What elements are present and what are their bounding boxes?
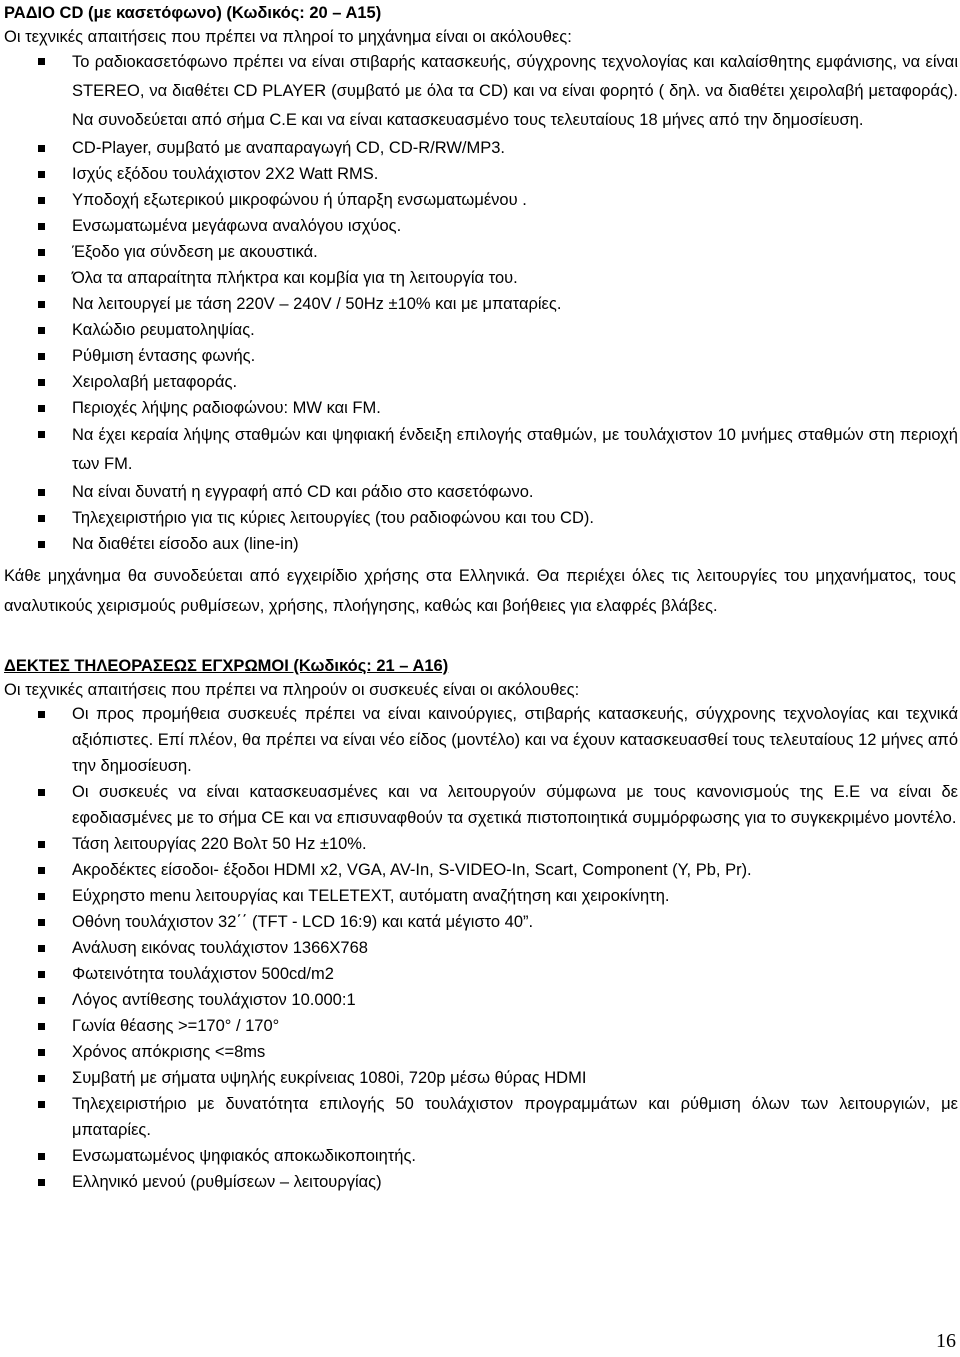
list-item: Ενσωματωμένα μεγάφωνα αναλόγου ισχύος.	[4, 213, 958, 239]
list-item: Όλα τα απαραίτητα πλήκτρα και κομβία για τη λειτουργία του.	[4, 265, 958, 291]
list-item: Να διαθέτει είσοδο aux (line-in)	[4, 531, 958, 557]
section-intro-radio-cd: Οι τεχνικές απαιτήσεις που πρέπει να πληροί το μηχάνημα είναι οι ακόλουθες:	[4, 28, 572, 46]
requirements-list-radio-cd	[4, 48, 958, 557]
list-item: Λόγος αντίθεσης τουλάχιστον 10.000:1	[4, 987, 958, 1013]
list-item: Το ραδιοκασετόφωνο πρέπει να είναι στιβαρής κατασκευής, σύγχρονης τεχνολογίας και καλαίσθητης εμφάνισης, να είναι STEREO, να διαθέτει CD PLAYER (συμβατό με όλα τα CD) και να είναι φορητό ( δηλ. να διαθέτει χειρολαβή μεταφοράς). Να συνοδεύεται από σήμα C.E και να είναι κατασκευασμένο τους τελευταίους 18 μήνες από την δημοσίευση.	[4, 48, 958, 135]
list-item: Χειρολαβή μεταφοράς.	[4, 369, 958, 395]
list-item: Να έχει κεραία λήψης σταθμών και ψηφιακή ένδειξη επιλογής σταθμών, με τουλάχιστον 10 μνήμες σταθμών στη περιοχή των FM.	[4, 421, 958, 479]
requirements-list-tv-receivers	[4, 701, 958, 1195]
list-item: Περιοχές λήψης ραδιοφώνου: MW και FM.	[4, 395, 958, 421]
list-item: CD-Player, συμβατό με αναπαραγωγή CD, CD-R/RW/MP3.	[4, 135, 958, 161]
list-item: Χρόνος απόκρισης <=8ms	[4, 1039, 958, 1065]
list-item: Υποδοχή εξωτερικού μικροφώνου ή ύπαρξη ενσωματωμένου .	[4, 187, 958, 213]
list-item: Ενσωματωμένος ψηφιακός αποκωδικοποιητής.	[4, 1143, 958, 1169]
list-item: Τηλεχειριστήριο για τις κύριες λειτουργίες (του ραδιοφώνου και του CD).	[4, 505, 958, 531]
section-intro-tv-receivers: Οι τεχνικές απαιτήσεις που πρέπει να πληρούν οι συσκευές είναι οι ακόλουθες:	[4, 681, 580, 699]
list-item: Ανάλυση εικόνας τουλάχιστον 1366Χ768	[4, 935, 958, 961]
page-content	[4, 2, 958, 1195]
list-item: Οθόνη τουλάχιστον 32΄΄ (TFT - LCD 16:9) και κατά μέγιστο 40”.	[4, 909, 958, 935]
list-item: Να είναι δυνατή η εγγραφή από CD και ράδιο στο κασετόφωνο.	[4, 479, 958, 505]
list-item: Τάση λειτουργίας 220 Βολτ 50 Hz ±10%.	[4, 831, 958, 857]
list-item: Ισχύς εξόδου τουλάχιστον 2Χ2 Watt RMS.	[4, 161, 958, 187]
list-item: Ακροδέκτες είσοδοι- έξοδοι HDMI x2, VGA, AV-In, S-VIDEO-In, Scart, Component (Y, Pb, Pr).	[4, 857, 958, 883]
manual-requirement-paragraph: Κάθε μηχάνημα θα συνοδεύεται από εγχειρίδιο χρήσης στα Ελληνικά. Θα περιέχει όλες τις λειτουργίες του μηχανήματος, τους αναλυτικούς χειρισμούς ρυθμίσεων, χρήσης, πλοήγησης, καθώς και βοήθειες για ελαφρές βλάβες.	[4, 567, 956, 615]
list-item: Συμβατή με σήματα υψηλής ευκρίνειας 1080i, 720p μέσω θύρας HDMI	[4, 1065, 958, 1091]
list-item: Φωτεινότητα τουλάχιστον 500cd/m2	[4, 961, 958, 987]
section-heading-radio-cd: ΡΑΔΙΟ CD (με κασετόφωνο) (Κωδικός: 20 – Α15)	[4, 4, 382, 22]
list-item: Ελληνικό μενού (ρυθμίσεων – λειτουργίας)	[4, 1169, 958, 1195]
list-item: Έξοδο για σύνδεση με ακουστικά.	[4, 239, 958, 265]
list-item: Εύχρηστο menu λειτουργίας και TELETEXT, αυτόματη αναζήτηση και χειροκίνητη.	[4, 883, 958, 909]
list-item: Γωνία θέασης >=170° / 170°	[4, 1013, 958, 1039]
list-item: Οι συσκευές να είναι κατασκευασμένες και να λειτουργούν σύμφωνα με τους κανονισμούς της Ε.Ε να είναι δε εφοδιασμένες με το σήμα CE και να επισυναφθούν τα σχετικά πιστοποιητικά συμμόρφωσης για το συγκεκριμένο μοντέλο.	[4, 779, 958, 831]
page-number: 16	[936, 1330, 956, 1352]
section-heading-tv-receivers: ΔΕΚΤΕΣ ΤΗΛΕΟΡΑΣΕΩΣ ΕΓΧΡΩΜΟΙ (Κωδικός: 21 – Α16)	[4, 657, 449, 675]
list-item: Τηλεχειριστήριο με δυνατότητα επιλογής 50 τουλάχιστον προγραμμάτων και ρύθμιση όλων των λειτουργιών, με μπαταρίες.	[4, 1091, 958, 1143]
list-item: Οι προς προμήθεια συσκευές πρέπει να είναι καινούργιες, στιβαρής κατασκευής, σύγχρονης τεχνολογίας και τεχνικά αξιόπιστες. Επί πλέον, θα πρέπει να είναι νέο είδος (μοντέλο) και να έχουν κατασκευασθεί τους τελευταίους 12 μήνες από την δημοσίευση.	[4, 701, 958, 779]
list-item: Ρύθμιση έντασης φωνής.	[4, 343, 958, 369]
list-item: Καλώδιο ρευματοληψίας.	[4, 317, 958, 343]
list-item: Να λειτουργεί με τάση 220V – 240V / 50Hz ±10% και με μπαταρίες.	[4, 291, 958, 317]
